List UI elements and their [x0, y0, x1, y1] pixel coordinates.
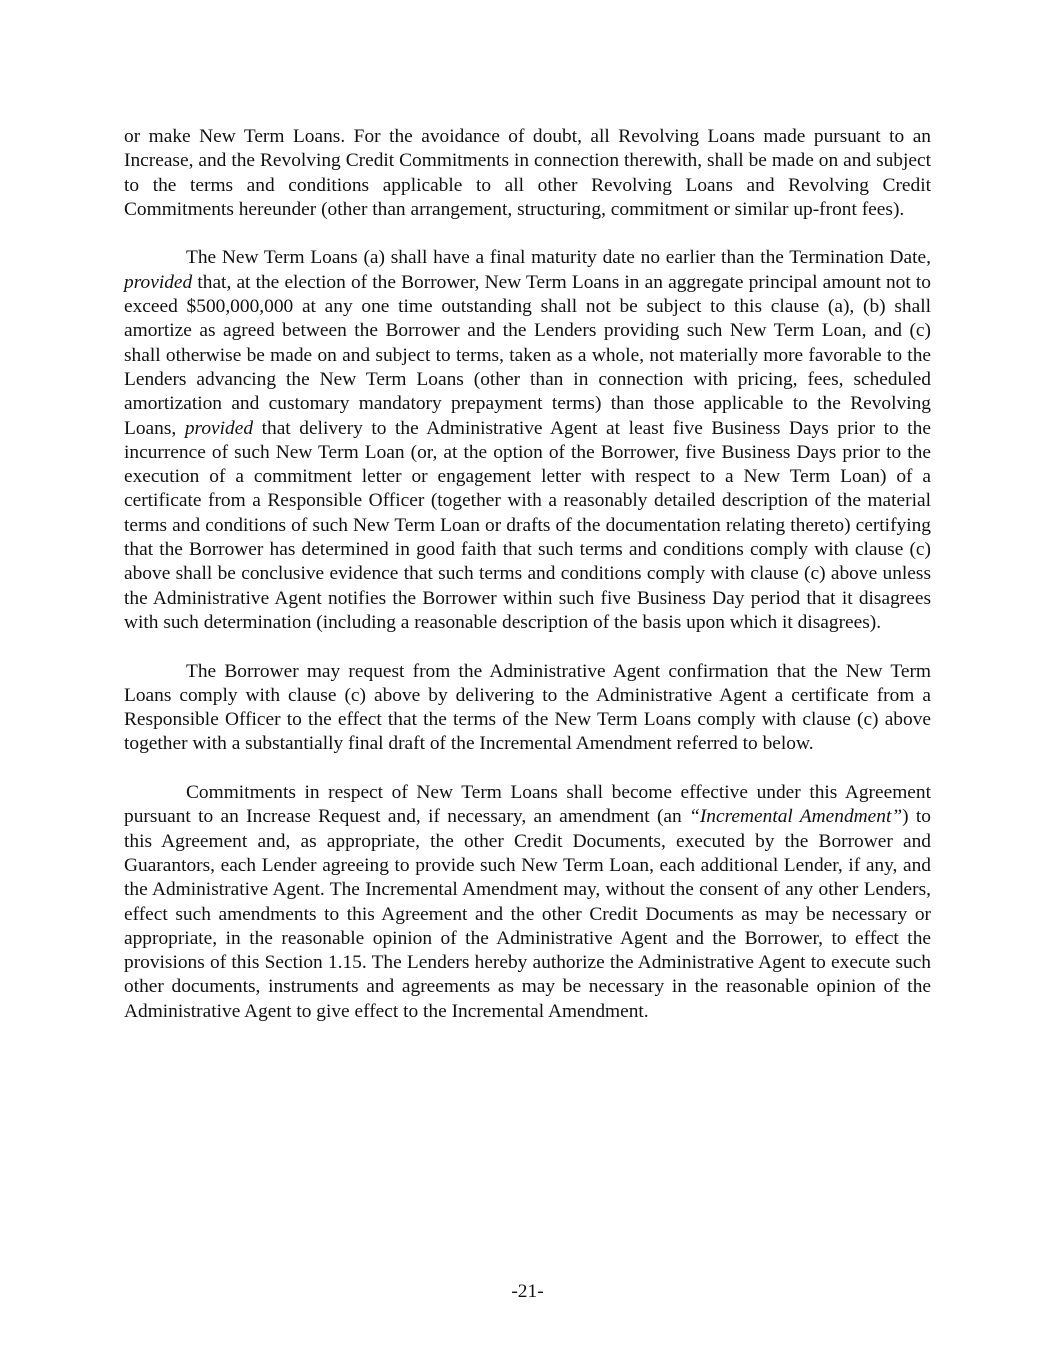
paragraph-text: The New Term Loans (a) shall have a final maturity date no earlier than the Termination Date, — [186, 247, 931, 269]
paragraph-text: Commitments in respect of New Term Loans shall become effective under this Agreement pursuant to an Increase Request and, if necessary, an amendment (an — [124, 782, 931, 828]
document-body — [124, 125, 931, 1048]
emphasis-defined-term: “Incremental Amendment” — [689, 806, 903, 828]
paragraph-text: ) to this Agreement and, as appropriate, the other Credit Documents, executed by the Borrower and Guarantors, each Lender agreeing to provide such New Term Loan, each additional Lender, if any, and the Administrative Agent. The Incremental Amendment may, without the consent of any other Lenders, effect such amendments to this Agreement and the other Credit Documents as may be necessary or appropriate, in the reasonable opinion of the Administrative Agent and the Borrower, to effect the provisions of this Section 1.15. The Lenders hereby authorize the Administrative Agent to execute such other documents, instruments and agreements as may be necessary in the reasonable opinion of the Administrative Agent to give effect to the Incremental Amendment. — [124, 806, 931, 1022]
paragraph-borrower-request: The Borrower may request from the Administrative Agent confirmation that the New Term Loans comply with clause (c) above by delivering to the Administrative Agent a certificate from a Responsible Officer to the effect that the terms of the New Term Loans comply with clause (c) above together with a substantially final draft of the Incremental Amendment referred to below. — [124, 660, 931, 755]
page-number: -21- — [511, 1281, 544, 1302]
emphasis-provided: provided — [184, 417, 254, 439]
paragraph-text: that delivery to the Administrative Agent at least five Business Days prior to the incurrence of such New Term Loan (or, at the option of the Borrower, five Business Days prior to the execution of a commitment letter or engagement letter with respect to a New Term Loan) of a certificate from a Responsible Officer (together with a reasonably detailed description of the material terms and conditions of such New Term Loan or drafts of the documentation relating thereto) certifying that the Borrower has determined in good faith that such terms and conditions comply with clause (c) above shall be conclusive evidence that such terms and conditions comply with clause (c) above unless the Administrative Agent notifies the Borrower within such five Business Day period that it disagrees with such determination (including a reasonable description of the basis upon which it disagrees). — [124, 417, 931, 633]
paragraph-avoidance-of-doubt: or make New Term Loans. For the avoidance of doubt, all Revolving Loans made pursuant to an Increase, and the Revolving Credit Commitments in connection therewith, shall be made on and subject to the terms and conditions applicable to all other Revolving Loans and Revolving Credit Commitments hereunder (other than arrangement, structuring, commitment or similar up-front fees). — [124, 126, 931, 220]
paragraph-new-term-loans — [124, 246, 931, 635]
emphasis-provided: provided — [124, 271, 193, 293]
paragraph-commitments — [124, 781, 931, 1024]
paragraph-text: that, at the election of the Borrower, New Term Loans in an aggregate principal amount not to exceed $500,000,000 at any one time outstanding shall not be subject to this clause (a), (b) shall amortize as agreed between the Borrower and the Lenders providing such New Term Loan, and (c) shall otherwise be made on and subject to terms, taken as a whole, not materially more favorable to the Lenders advancing the New Term Loans (other than in connection with pricing, fees, scheduled amortization and customary mandatory prepayment terms) than those applicable to the Revolving Loans, — [124, 271, 931, 439]
